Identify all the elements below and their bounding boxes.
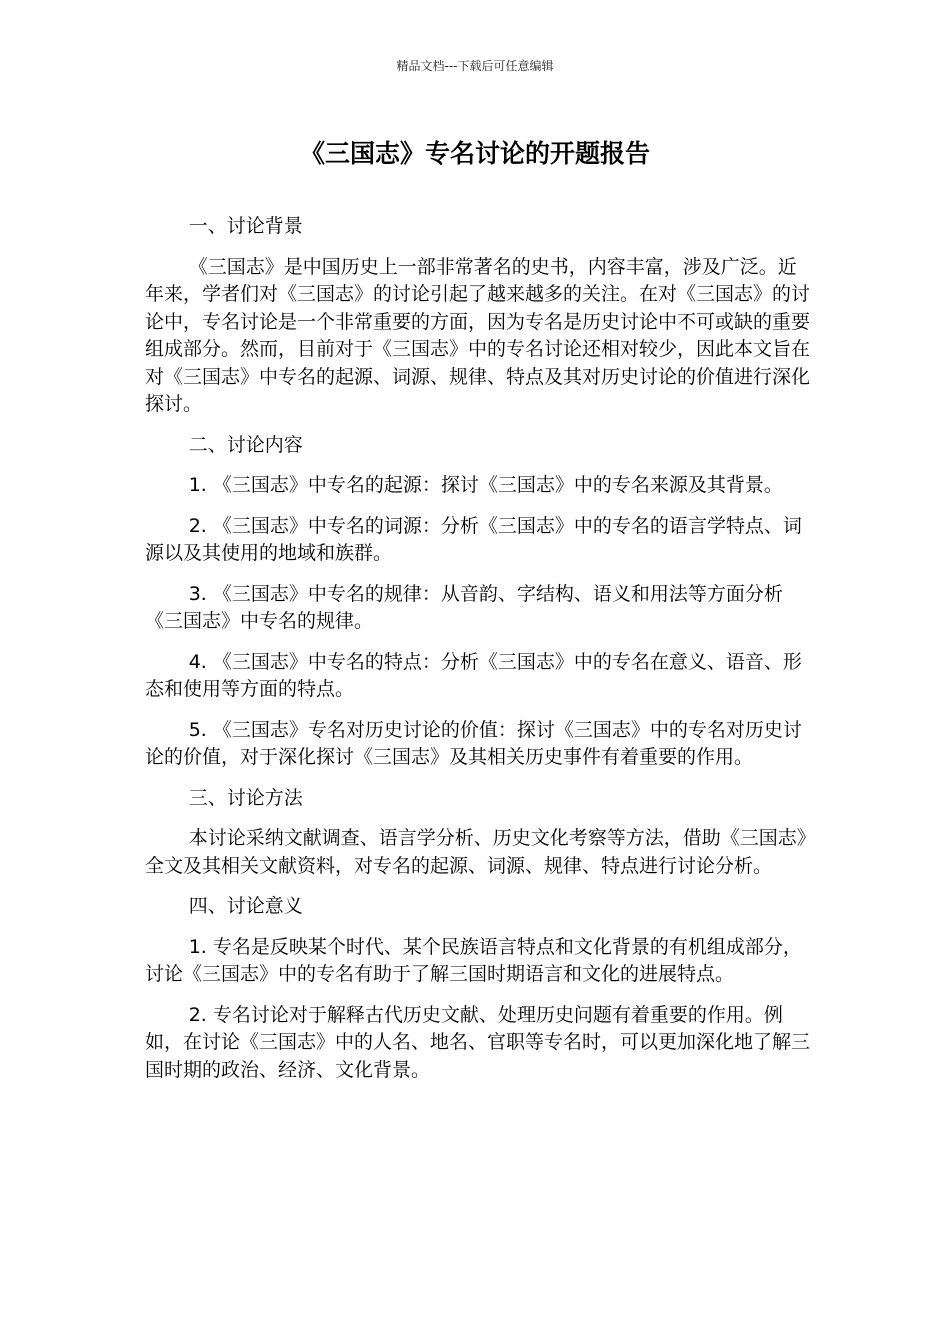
section-heading-background: 一、讨论背景 (188, 215, 303, 237)
section-heading-significance: 四、讨论意义 (188, 895, 303, 917)
significance-item-1: 1. 专名是反映某个时代、某个民族语言特点和文化背景的有机组成部分，讨论《三国志》中的专名有助于了解三国时期语言和文化的进展特点。 (145, 935, 802, 985)
content-item-4: 4. 《三国志》中专名的特点：分析《三国志》中的专名在意义、语音、形态和使用等方面的特点。 (145, 650, 802, 700)
document-body (145, 213, 810, 1097)
header-note: 精品文档---下载后可任意编辑 (396, 59, 554, 73)
content-item-2: 2. 《三国志》中专名的词源：分析《三国志》中的专名的语言学特点、词源以及其使用的地域和族群。 (145, 514, 802, 564)
content-item-5: 5. 《三国志》专名对历史讨论的价值：探讨《三国志》中的专名对历史讨论的价值，对于深化探讨《三国志》及其相关历史事件有着重要的作用。 (145, 718, 802, 768)
paragraph-background: 《三国志》是中国历史上一部非常著名的史书，内容丰富，涉及广泛。近年来，学者们对《三国志》的讨论引起了越来越多的关注。在对《三国志》的讨论中，专名讨论是一个非常重要的方面，因为专名是历史讨论中不可或缺的重要组成部分。然而，目前对于《三国志》中的专名讨论还相对较少，因此本文旨在对《三国志》中专名的起源、词源、规律、特点及其对历史讨论的价值进行深化探讨。 (145, 255, 811, 415)
paragraph-method: 本讨论采纳文献调查、语言学分析、历史文化考察等方法，借助《三国志》全文及其相关文献资料，对专名的起源、词源、规律、特点进行讨论分析。 (145, 827, 807, 877)
significance-item-2: 2. 专名讨论对于解释古代历史文献、处理历史问题有着重要的作用。例如，在讨论《三国志》中的人名、地名、官职等专名时，可以更加深化地了解三国时期的政治、经济、文化背景。 (145, 1003, 811, 1081)
section-heading-content: 二、讨论内容 (188, 433, 303, 456)
content-item-3: 3. 《三国志》中专名的规律：从音韵、字结构、语义和用法等方面分析《三国志》中专名的规律。 (145, 582, 783, 632)
document-title: 《三国志》专名讨论的开题报告 (299, 139, 650, 168)
section-heading-method: 三、讨论方法 (188, 786, 303, 809)
content-item-1: 1. 《三国志》中专名的起源：探讨《三国志》中的专名来源及其背景。 (188, 474, 783, 496)
